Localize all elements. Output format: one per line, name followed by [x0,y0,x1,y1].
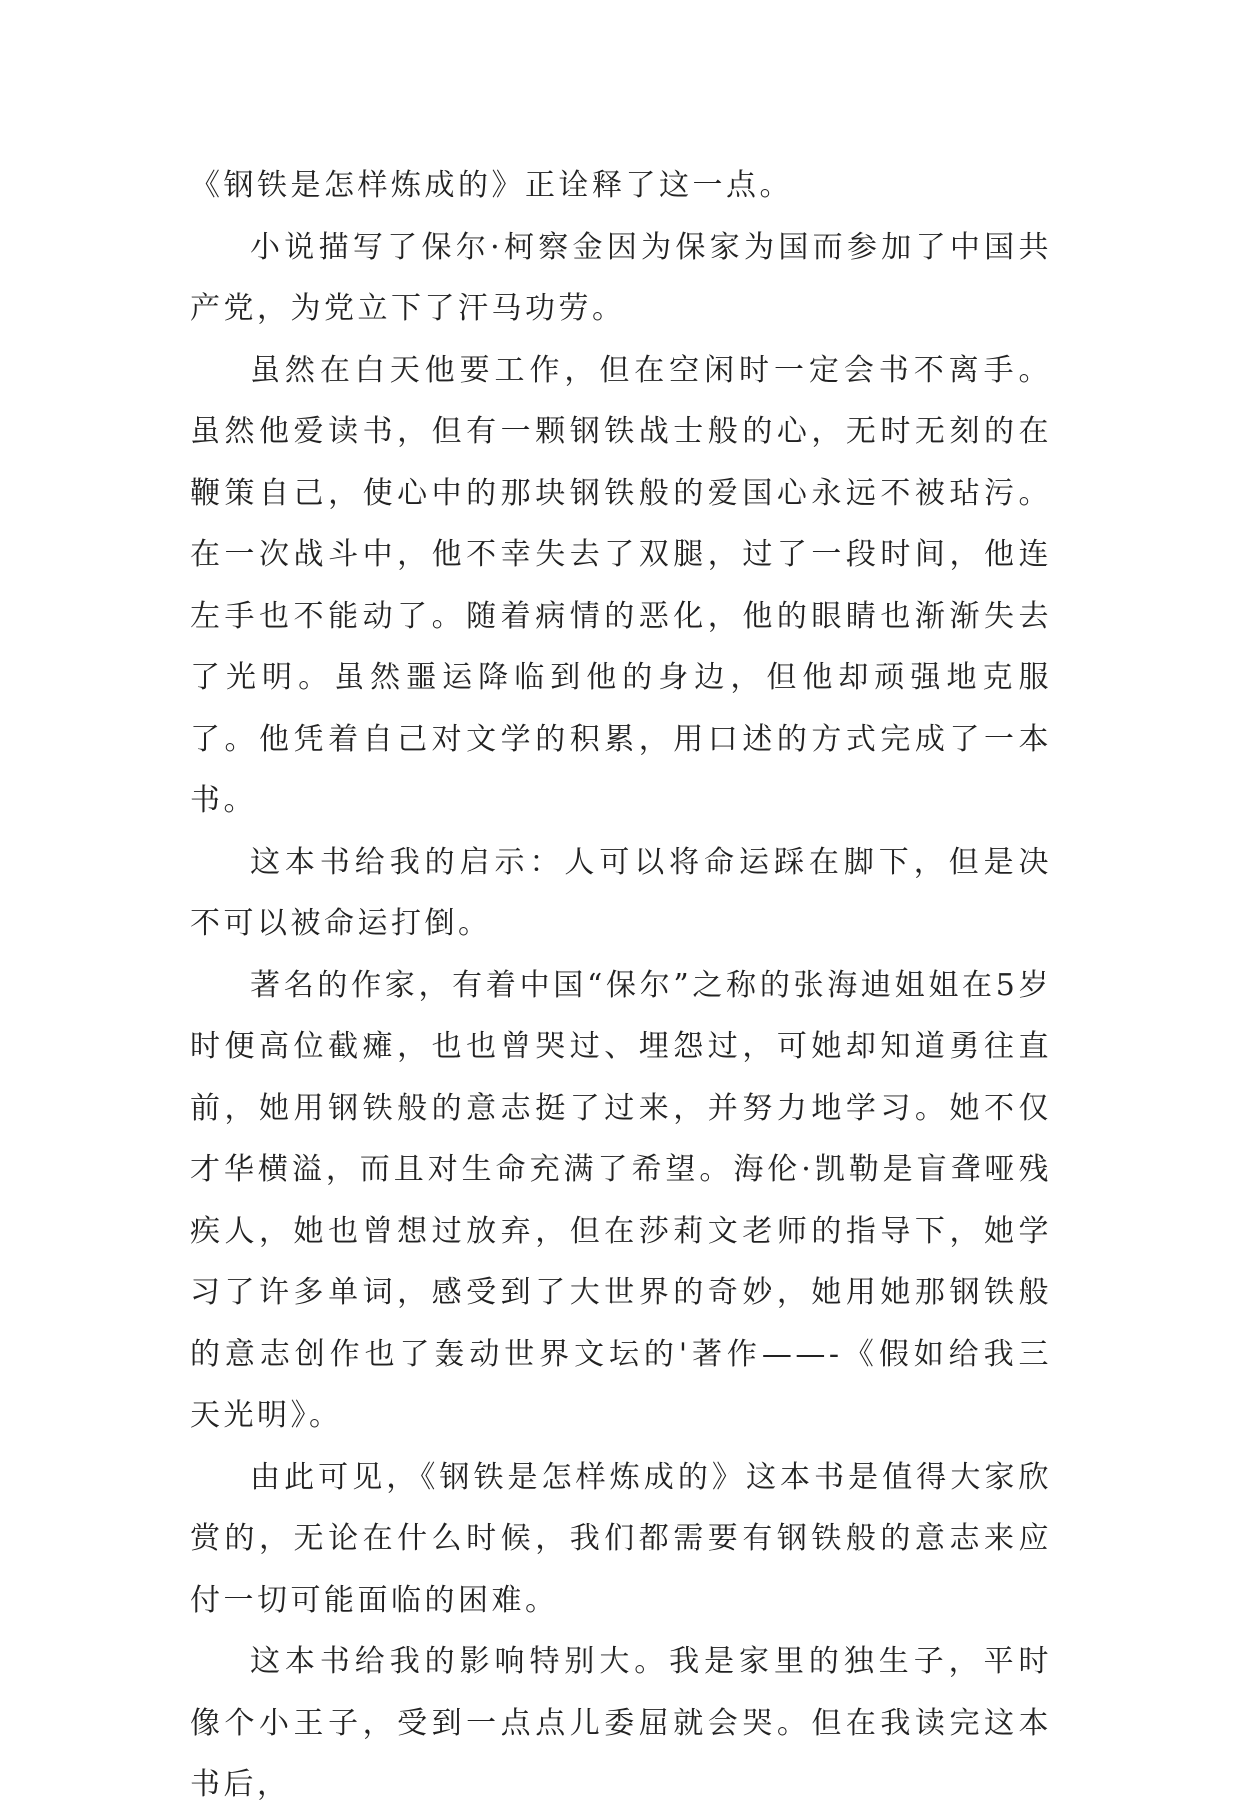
paragraph-novel-description: 小说描写了保尔·柯察金因为保家为国而参加了中国共产党，为党立下了汗马功劳。 [190,229,1052,326]
paragraph-examples: 著名的作家，有着中国“保尔”之称的张海迪姐姐在5岁时便高位截瘫，也也曾哭过、埋怨过，可她却知道勇往直前，她用钢铁般的意志挺了过来，并努力地学习。她不仅才华横溢，而且对生命充满了希望。海伦·凯勒是盲聋哑残疾人，她也曾想过放弃，但在莎莉文老师的指导下，她学习了许多单词，感受到了大世界的奇妙，她用她那钢铁般的意志创作也了轰动世界文坛的'著作——-《假如给我三天光明》。 [190,967,1052,1433]
paragraph-continued: 《钢铁是怎样炼成的》正诠释了这一点。 [190,168,793,203]
document-body [190,155,1052,1816]
paragraph-inspiration: 这本书给我的启示：人可以将命运踩在脚下，但是决不可以被命运打倒。 [190,844,1052,941]
paragraph-paul-story: 虽然在白天他要工作，但在空闲时一定会书不离手。虽然他爱读书，但有一颗钢铁战士般的心，无时无刻的在鞭策自己，使心中的那块钢铁般的爱国心永远不被玷污。在一次战斗中，他不幸失去了双腿，过了一段时间，他连左手也不能动了。随着病情的恶化，他的眼睛也渐渐失去了光明。虽然噩运降临到他的身边，但他却顽强地克服了。他凭着自己对文学的积累，用口述的方式完成了一本书。 [190,352,1052,818]
paragraph-conclusion: 由此可见，《钢铁是怎样炼成的》这本书是值得大家欣赏的，无论在什么时候，我们都需要有钢铁般的意志来应付一切可能面临的困难。 [190,1459,1052,1618]
paragraph-personal-impact: 这本书给我的影响特别大。我是家里的独生子，平时像个小王子，受到一点点儿委屈就会哭。但在我读完这本书后， [190,1644,1052,1802]
